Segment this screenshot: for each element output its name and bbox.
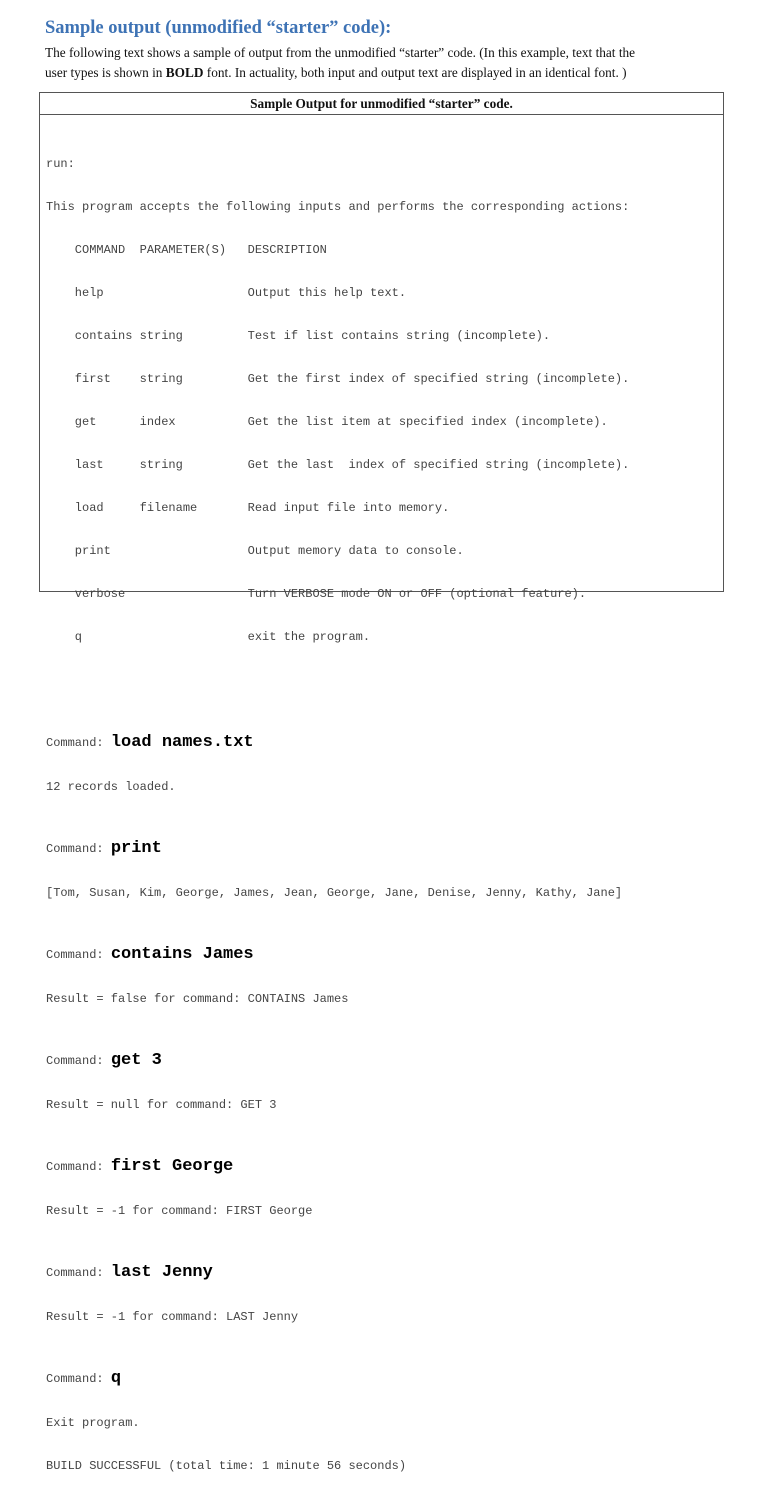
console-line: get index Get the list item at specified index (incomplete).: [46, 415, 608, 429]
user-input: print: [110, 839, 162, 858]
result-line: Result = -1 for command: FIRST George: [46, 1204, 313, 1218]
command-line: [46, 837, 721, 858]
console-line: verbose Turn VERBOSE mode ON or OFF (optional feature).: [46, 587, 587, 601]
command-prompt: Command:: [46, 736, 111, 750]
command-prompt: Command:: [46, 1372, 111, 1386]
console-line: load filename Read input file into memory.: [46, 501, 450, 515]
result-line: BUILD SUCCESSFUL (total time: 1 minute 56 seconds): [46, 1459, 407, 1473]
console-line: last string Get the last index of specified string (incomplete).: [46, 458, 630, 472]
result-line: 12 records loaded.: [46, 780, 176, 794]
user-input: last Jenny: [110, 1263, 213, 1282]
result-line: Result = -1 for command: LAST Jenny: [46, 1310, 299, 1324]
blank-line: [46, 673, 721, 689]
intro-line-1: The following text shows a sample of output from the unmodified “starter” code. (In this example, text that the: [45, 45, 636, 60]
console-line: COMMAND PARAMETER(S) DESCRIPTION: [46, 243, 327, 257]
command-prompt: Command:: [46, 948, 111, 962]
console-line: contains string Test if list contains string (incomplete).: [46, 329, 551, 343]
user-input: get 3: [110, 1051, 162, 1070]
sample-output-box: [39, 92, 724, 1473]
command-prompt: Command:: [46, 842, 111, 856]
console-line: help Output this help text.: [46, 286, 407, 300]
result-line: Result = false for command: CONTAINS James: [46, 992, 349, 1006]
command-line: [46, 1261, 721, 1282]
console-line: run:: [46, 157, 75, 171]
console-line: This program accepts the following inputs and performs the corresponding actions:: [46, 200, 630, 214]
console-line: q exit the program.: [46, 630, 371, 644]
intro-line-2-end: font. In actuality, both input and output text are displayed in an identical font. ): [203, 65, 627, 80]
intro-line-2-start: user types is shown in: [45, 65, 166, 80]
command-line: [46, 1155, 721, 1176]
command-prompt: Command:: [46, 1054, 111, 1068]
user-input: load names.txt: [110, 733, 254, 752]
console-line: first string Get the first index of specified string (incomplete).: [46, 372, 630, 386]
user-input: contains James: [110, 945, 254, 964]
user-input: q: [110, 1369, 122, 1388]
result-line: Exit program.: [46, 1416, 140, 1430]
result-line: Result = null for command: GET 3: [46, 1098, 277, 1112]
command-prompt: Command:: [46, 1160, 111, 1174]
intro-paragraph: [45, 43, 725, 83]
bold-word: BOLD: [165, 65, 204, 80]
command-line: [46, 731, 721, 752]
command-line: [46, 1049, 721, 1070]
result-line: [Tom, Susan, Kim, George, James, Jean, George, Jane, Denise, Jenny, Kathy, Jane]: [46, 886, 623, 900]
command-prompt: Command:: [46, 1266, 111, 1280]
user-input: first George: [110, 1157, 234, 1176]
intro-line-2: [45, 63, 725, 83]
box-title: Sample Output for unmodified “starter” code.: [40, 93, 723, 115]
section-heading: Sample output (unmodified “starter” code):: [45, 18, 392, 38]
command-line: [46, 943, 721, 964]
command-line: [46, 1367, 721, 1388]
console-output: [46, 129, 721, 1502]
console-line: print Output memory data to console.: [46, 544, 464, 558]
